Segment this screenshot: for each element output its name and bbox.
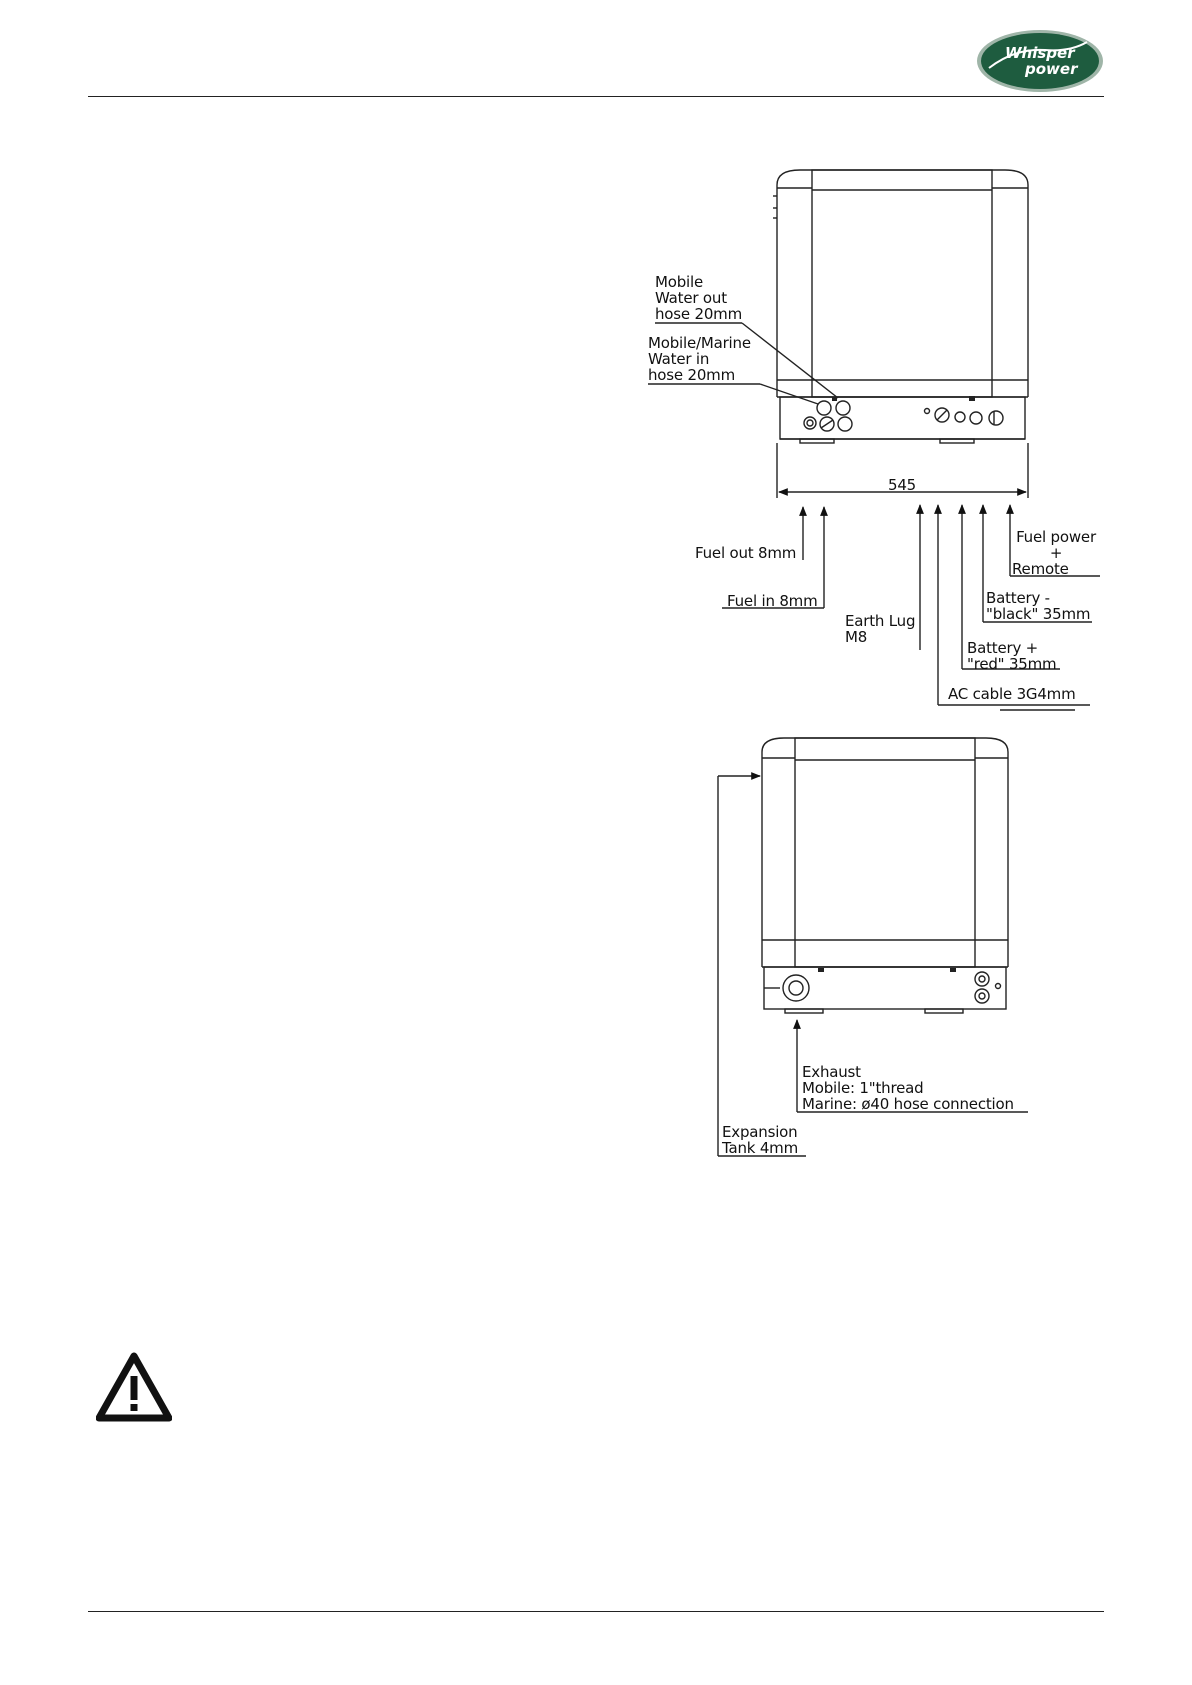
ac-cable-label: AC cable 3G4mm <box>948 685 1076 703</box>
expansion-tank-line1: Expansion <box>722 1123 798 1141</box>
generator-front-view <box>773 170 1028 498</box>
battery-minus-line2: "black" 35mm <box>986 605 1091 623</box>
water-out-line2: Water out <box>655 289 727 307</box>
earth-lug-line2: M8 <box>845 628 868 646</box>
water-in-line1: Mobile/Marine <box>648 334 751 352</box>
battery-plus-label <box>967 640 1056 672</box>
exhaust-label <box>802 1064 1014 1112</box>
fuel-out-label: Fuel out 8mm <box>695 544 797 562</box>
battery-plus-line1: Battery + <box>967 639 1039 657</box>
exhaust-line3: Marine: ø40 hose connection <box>802 1095 1014 1113</box>
logo-line2: power <box>1025 60 1078 78</box>
generator-rear-view <box>762 738 1008 1013</box>
exhaust-line2: Mobile: 1"thread <box>802 1079 924 1097</box>
earth-lug-line1: Earth Lug <box>845 612 916 630</box>
width-dimension-label: 545 <box>888 476 917 494</box>
warning-triangle-icon <box>96 1352 172 1422</box>
fuel-power-line1: Fuel power <box>1016 528 1096 546</box>
water-out-line1: Mobile <box>655 273 704 291</box>
water-in-line3: hose 20mm <box>648 366 736 384</box>
battery-plus-line2: "red" 35mm <box>967 655 1057 673</box>
battery-minus-line1: Battery - <box>986 589 1050 607</box>
water-out-line3: hose 20mm <box>655 305 743 323</box>
water-in-line2: Water in <box>648 350 710 368</box>
earth-lug-label <box>845 613 915 645</box>
battery-minus-label <box>986 590 1090 622</box>
fuel-power-line3: Remote <box>1012 560 1069 578</box>
water-in-label <box>648 335 751 383</box>
fuel-in-label: Fuel in 8mm <box>727 592 818 610</box>
water-out-label <box>655 274 742 322</box>
exhaust-line1: Exhaust <box>802 1063 861 1081</box>
footer-rule <box>88 1611 1104 1612</box>
expansion-tank-label <box>722 1124 798 1156</box>
fuel-power-remote-label <box>1012 529 1100 577</box>
logo-line1: Whisper <box>1005 44 1075 62</box>
fuel-power-line2: + <box>1049 544 1063 562</box>
expansion-tank-line2: Tank 4mm <box>722 1139 799 1157</box>
